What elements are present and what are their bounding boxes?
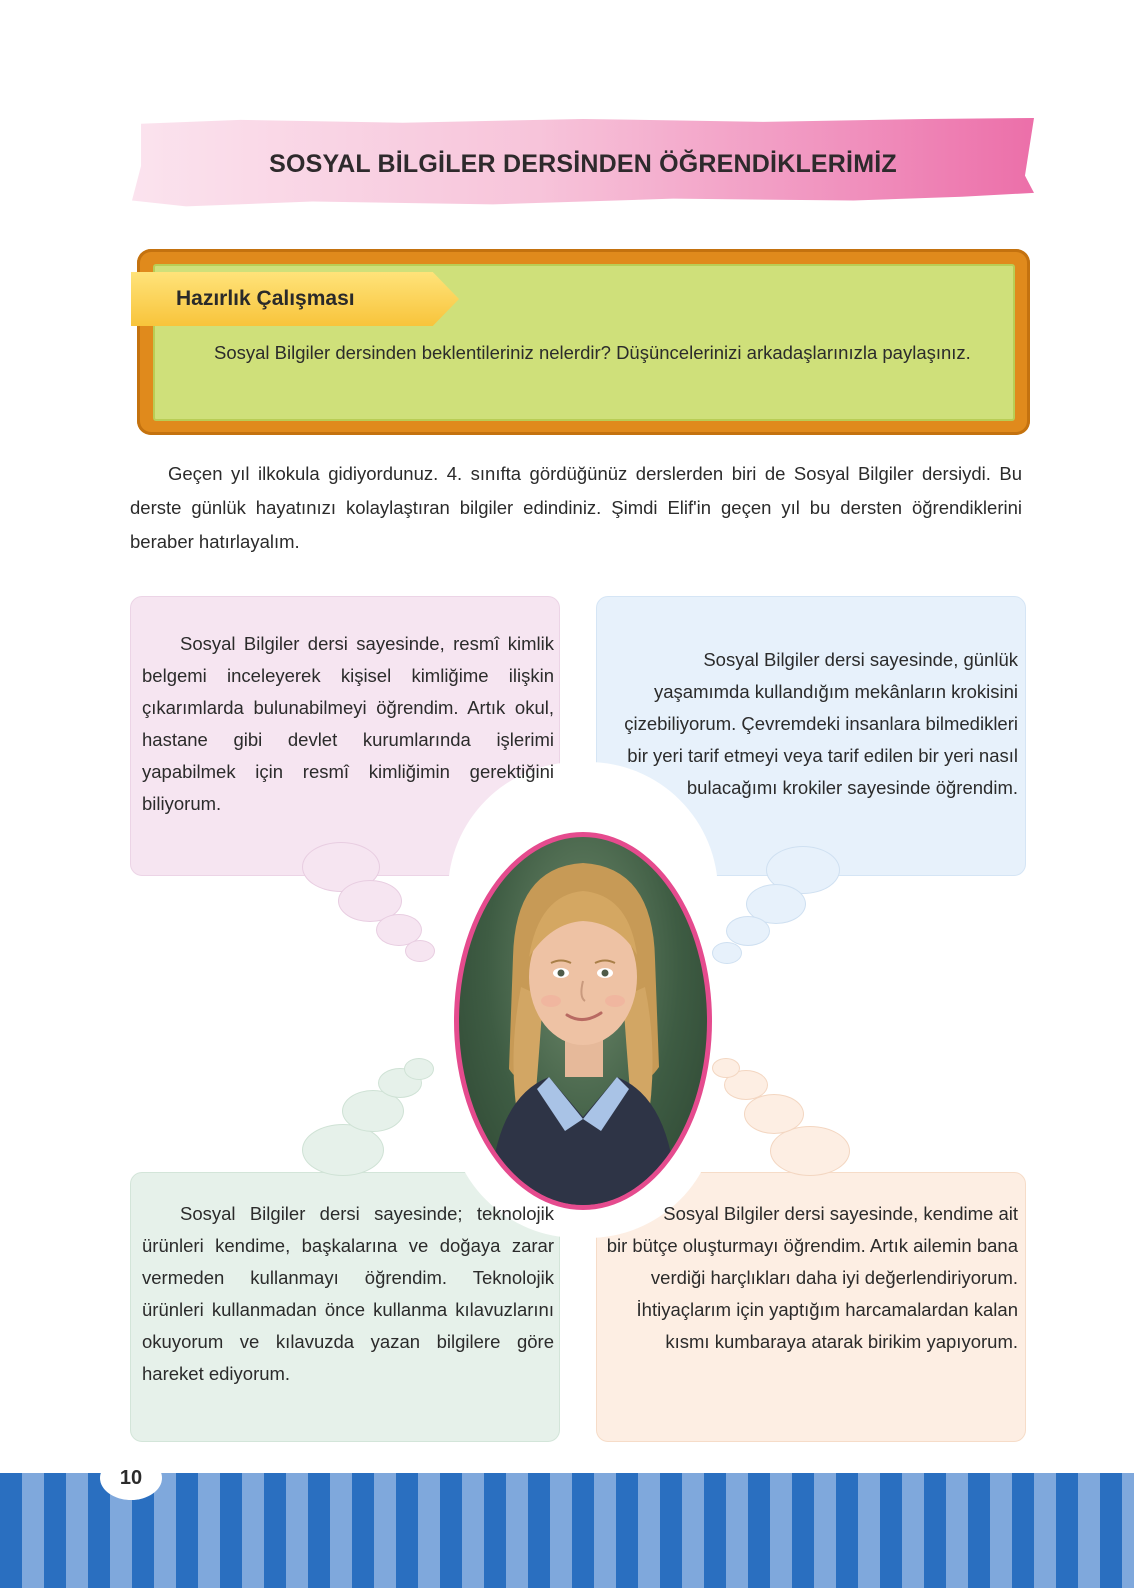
girl-illustration: [459, 837, 707, 1205]
thought-puff: [770, 1126, 850, 1176]
student-portrait: [454, 832, 712, 1210]
bubble-text-budget: Sosyal Bilgiler dersi sayesinde, kendime ait bir bütçe oluşturmayı öğrendim. Artık ailemin bana verdiği harçlıkları daha iyi değerlendiriyorum. İhtiyaçlarım için yaptığım harcamalardan kalan kısmı kumbaraya atarak birikim yapıyorum.: [606, 1203, 1018, 1352]
thought-puff: [726, 916, 770, 946]
page-number: 10: [119, 1467, 143, 1489]
intro-paragraph: Geçen yıl ilkokula gidiyordunuz. 4. sınıfta gördüğünüz derslerden biri de Sosyal Bilgiler dersiydi. Bu derste günlük hayatınızı kolaylaştıran bilgiler edindiniz. Şimdi Elif'in geçen yıl bu dersten öğrendiklerini beraber hatırlayalım.: [130, 463, 1022, 552]
bubble-text-technology: Sosyal Bilgiler dersi sayesinde; teknolojik ürünleri kendime, başkalarına ve doğaya zarar vermeden kullanmayı öğrendim. Teknolojik ürünleri kullanmadan önce kullanma kılavuzlarını okuyorum ve kılavuzda yazan bilgilere göre hareket ediyorum.: [142, 1203, 554, 1384]
bubble-text-identity: Sosyal Bilgiler dersi sayesinde, resmî kimlik belgemi inceleyerek kişisel kimliğime ilişkin çıkarımlarda bulunabilmeyi öğrendim. Artık okul, hastane gibi devlet kurumlarında işlerimi yapabilmek için resmî kimliğimin gerektiğini biliyorum.: [142, 633, 554, 814]
page-title: SOSYAL BİLGİLER DERSİNDEN ÖĞRENDİKLERİMİZ: [269, 150, 897, 178]
bubble-text-sketch: Sosyal Bilgiler dersi sayesinde, günlük yaşamımda kullandığım mekânların krokisini çizebiliyorum. Çevremdeki insanlara bilmedikleri bir yeri tarif etmeyi veya tarif edilen bir yeri nasıl bulacağımı krokiler sayesinde öğrendim.: [624, 649, 1018, 798]
thought-puff: [404, 1058, 434, 1080]
thought-puff: [712, 942, 742, 964]
preparation-heading: Hazırlık Çalışması: [176, 287, 355, 310]
preparation-text: Sosyal Bilgiler dersinden beklentileriniz nelerdir? Düşüncelerinizi arkadaşlarınızla paylaşınız.: [214, 342, 971, 363]
thought-puff: [712, 1058, 740, 1078]
thought-puff: [744, 1094, 804, 1134]
footer-stripes: [0, 1473, 1134, 1588]
thought-puff: [405, 940, 435, 962]
